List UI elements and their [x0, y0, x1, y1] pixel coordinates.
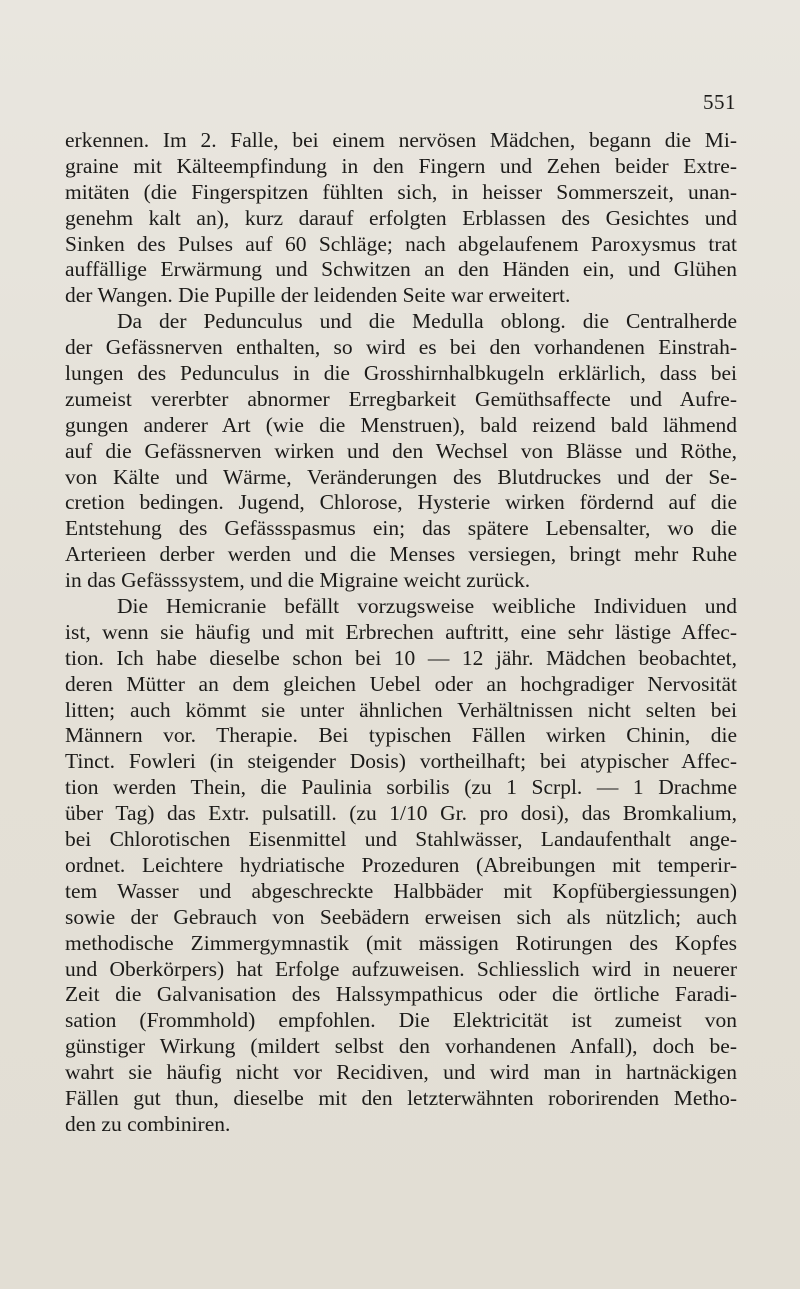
- text-line: methodische Zimmergymnastik (mit mässigen Rotirungen des Kopfes: [65, 930, 737, 955]
- text-line: gungen anderer Art (wie die Menstruen), bald reizend bald lähmend: [65, 412, 737, 437]
- text-line: Entstehung des Gefässspasmus ein; das spätere Lebensalter, wo die: [65, 516, 737, 541]
- text-line: der Gefässnerven enthalten, so wird es bei den vorhandenen Einstrah-: [65, 335, 737, 360]
- text-line: und Oberkörpers) hat Erfolge aufzuweisen. Schliesslich wird in neuerer: [65, 956, 737, 981]
- text-line: Da der Pedunculus und die Medulla oblong. die Centralherde: [117, 309, 737, 334]
- text-line: sation (Frommhold) empfohlen. Die Elektricität ist zumeist von: [65, 1008, 737, 1033]
- text-line: lungen des Pedunculus in die Grosshirnhalbkugeln erklärlich, dass bei: [65, 361, 737, 386]
- text-line: cretion bedingen. Jugend, Chlorose, Hysterie wirken fördernd auf die: [65, 490, 737, 515]
- text-line: den zu combiniren.: [65, 1111, 231, 1136]
- text-line: von Kälte und Wärme, Veränderungen des Blutdruckes und der Se-: [65, 464, 737, 489]
- text-line: tion werden Thein, die Paulinia sorbilis (zu 1 Scrpl. — 1 Drachme: [65, 775, 737, 800]
- text-line: erkennen. Im 2. Falle, bei einem nervösen Mädchen, begann die Mi-: [65, 128, 737, 152]
- text-line: genehm kalt an), kurz darauf erfolgten Erblassen des Gesichtes und: [65, 205, 737, 230]
- body-text: [65, 128, 737, 1138]
- text-line: auffällige Erwärmung und Schwitzen an den Händen ein, und Glühen: [65, 257, 737, 282]
- text-line: graine mit Kälteempfindung in den Fingern und Zehen beider Extre-: [65, 153, 737, 178]
- paragraph: [65, 594, 737, 1138]
- text-line: ordnet. Leichtere hydriatische Prozeduren (Abreibungen mit temperir-: [65, 852, 737, 877]
- text-line: Zeit die Galvanisation des Halssympathicus oder die örtliche Faradi-: [65, 982, 737, 1007]
- text-line: Tinct. Fowleri (in steigender Dosis) vortheilhaft; bei atypischer Affec-: [65, 749, 737, 774]
- text-line: Männern vor. Therapie. Bei typischen Fällen wirken Chinin, die: [65, 723, 737, 748]
- text-line: Fällen gut thun, dieselbe mit den letzterwähnten roborirenden Metho-: [65, 1085, 737, 1110]
- text-line: Die Hemicranie befällt vorzugsweise weibliche Individuen und: [117, 594, 737, 619]
- text-line: litten; auch kömmt sie unter ähnlichen Verhältnissen nicht selten bei: [65, 697, 737, 722]
- text-line: zumeist vererbter abnormer Erregbarkeit Gemüthsaffecte und Aufre-: [65, 386, 737, 411]
- text-line: ist, wenn sie häufig und mit Erbrechen auftritt, eine sehr lästige Affec-: [65, 619, 737, 644]
- text-line: günstiger Wirkung (mildert selbst den vorhandenen Anfall), doch be-: [65, 1034, 737, 1059]
- paragraph: [65, 128, 737, 309]
- text-line: auf die Gefässnerven wirken und den Wechsel von Blässe und Röthe,: [65, 438, 737, 463]
- page-number: 551: [703, 90, 736, 114]
- text-line: sowie der Gebrauch von Seebädern erweisen sich als nützlich; auch: [65, 904, 737, 929]
- text-line: tem Wasser und abgeschreckte Halbbäder mit Kopfübergiessungen): [65, 878, 737, 903]
- text-line: wahrt sie häufig nicht vor Recidiven, und wird man in hartnäckigen: [65, 1060, 737, 1085]
- text-line: bei Chlorotischen Eisenmittel und Stahlwässer, Landaufenthalt ange-: [65, 827, 737, 852]
- paragraph: [65, 309, 737, 594]
- text-line: Sinken des Pulses auf 60 Schläge; nach abgelaufenem Paroxysmus trat: [65, 231, 737, 256]
- text-line: in das Gefässsystem, und die Migraine weicht zurück.: [65, 568, 531, 593]
- text-line: Arterieen derber werden und die Menses versiegen, bringt mehr Ruhe: [65, 542, 737, 567]
- text-line: mitäten (die Fingerspitzen fühlten sich, in heisser Sommerszeit, unan-: [65, 179, 737, 204]
- text-line: tion. Ich habe dieselbe schon bei 10 — 12 jähr. Mädchen beobachtet,: [65, 645, 737, 670]
- text-line: deren Mütter an dem gleichen Uebel oder an hochgradiger Nervosität: [65, 671, 737, 696]
- text-line: über Tag) das Extr. pulsatill. (zu 1/10 Gr. pro dosi), das Bromkalium,: [65, 801, 737, 826]
- text-line: der Wangen. Die Pupille der leidenden Seite war erweitert.: [65, 283, 571, 308]
